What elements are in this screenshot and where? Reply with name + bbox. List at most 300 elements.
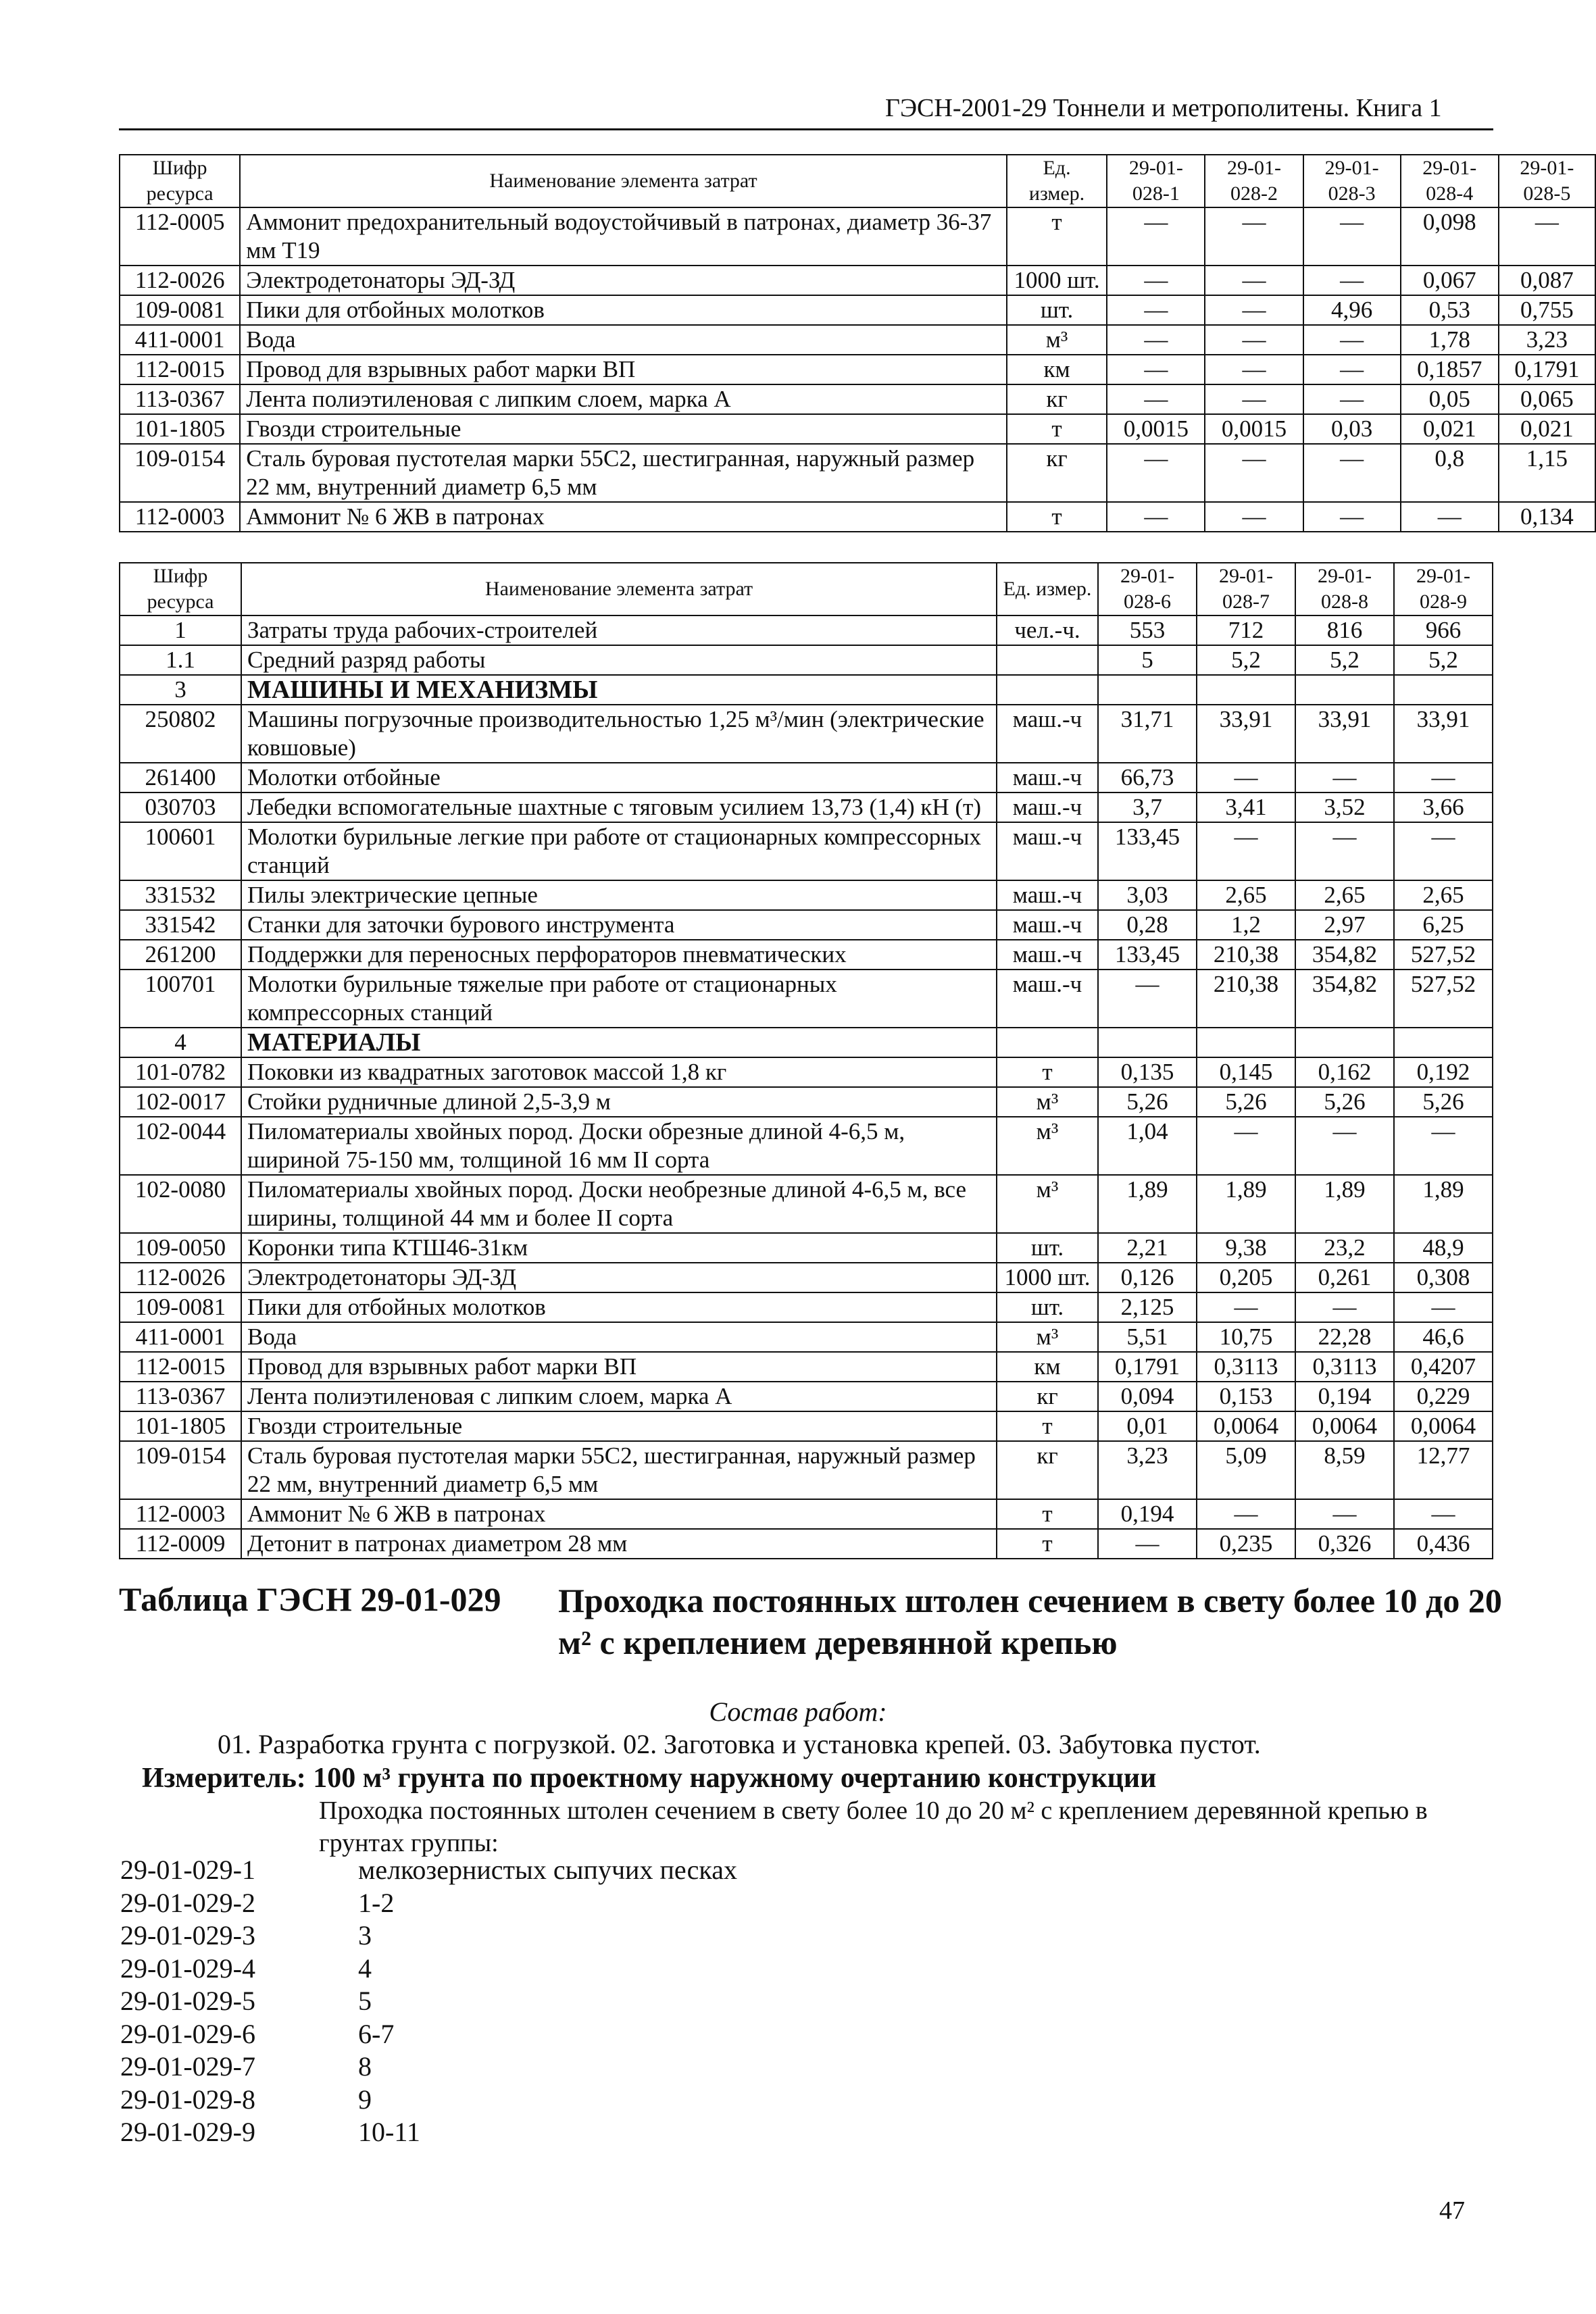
resource-name: Провод для взрывных работ марки ВП <box>241 1352 997 1382</box>
table-row <box>120 880 1493 910</box>
table-row <box>120 1175 1493 1233</box>
resource-code: 109-0154 <box>120 444 240 502</box>
norm-value: 0,229 <box>1394 1382 1493 1411</box>
resource-name: Пики для отбойных молотков <box>240 295 1007 325</box>
norm-value: — <box>1394 822 1493 880</box>
table-row <box>120 207 1595 266</box>
resource-code: 101-1805 <box>120 414 240 444</box>
table-title: Проходка постоянных штолен сечением в свету более 10 до 20 м² с креплением деревянной крепью <box>558 1582 1502 1661</box>
norm-value: 0,162 <box>1295 1057 1394 1087</box>
table-row <box>120 1233 1493 1263</box>
norm-value: — <box>1295 1117 1394 1175</box>
running-header: ГЭСН-2001-29 Тоннели и метрополитены. Книга 1 <box>885 94 1442 122</box>
norm-value: 553 <box>1098 615 1197 645</box>
norm-value: 0,194 <box>1098 1499 1197 1529</box>
resource-name: Молотки бурильные тяжелые при работе от стационарных компрессорных станций <box>241 970 997 1028</box>
table-header-row <box>120 563 1493 615</box>
norm-value: 5,2 <box>1197 645 1295 675</box>
norm-value: 5,26 <box>1098 1087 1197 1117</box>
table-label: Таблица ГЭСН 29-01-029 <box>119 1580 501 1618</box>
variant-description: 6-7 <box>358 2018 395 2049</box>
resource-unit: т <box>997 1529 1098 1559</box>
norm-value: 3,23 <box>1499 325 1595 355</box>
resource-name: Лебедки вспомогательные шахтные с тяговым усилием 13,73 (1,4) кН (т) <box>241 793 997 822</box>
resource-name: МАТЕРИАЛЫ <box>241 1028 997 1057</box>
norm-value: 33,91 <box>1295 705 1394 763</box>
resource-code: 112-0026 <box>120 266 240 295</box>
table-row <box>120 940 1493 970</box>
norm-value: 0,3113 <box>1295 1352 1394 1382</box>
norm-value: — <box>1197 1117 1295 1175</box>
table-row <box>120 266 1595 295</box>
table-row <box>120 1382 1493 1411</box>
norm-value: 1,04 <box>1098 1117 1197 1175</box>
norm-value: 0,1791 <box>1499 355 1595 384</box>
resource-name: Сталь буровая пустотелая марки 55С2, шестигранная, наружный размер 22 мм, внутренний диаметр 6,5 мм <box>241 1441 997 1499</box>
resource-name: Электродетонаторы ЭД-ЗД <box>240 266 1007 295</box>
norm-value: 0,145 <box>1197 1057 1295 1087</box>
norm-value: — <box>1205 502 1303 532</box>
resource-code: 101-1805 <box>120 1411 241 1441</box>
norm-value: 9,38 <box>1197 1233 1295 1263</box>
norm-value: 0,0064 <box>1197 1411 1295 1441</box>
resource-code: 109-0050 <box>120 1233 241 1263</box>
norm-value: — <box>1107 266 1205 295</box>
norm-value: — <box>1205 325 1303 355</box>
norm-value: 0,098 <box>1401 207 1499 266</box>
resource-code: 109-0081 <box>120 295 240 325</box>
resource-unit: кг <box>997 1441 1098 1499</box>
table-row <box>120 822 1493 880</box>
norm-value <box>1098 1028 1197 1057</box>
variant-row <box>120 1985 737 2018</box>
resource-unit: маш.-ч <box>997 970 1098 1028</box>
norm-value: — <box>1303 266 1401 295</box>
norm-value: 66,73 <box>1098 763 1197 793</box>
resource-code: 112-0003 <box>120 502 240 532</box>
column-header: Ед. измер. <box>1007 155 1107 207</box>
resource-name: Гвозди строительные <box>240 414 1007 444</box>
resource-code: 411-0001 <box>120 325 240 355</box>
column-header: 29-01-028-1 <box>1107 155 1205 207</box>
norm-value: 1,2 <box>1197 910 1295 940</box>
norm-value: 0,4207 <box>1394 1352 1493 1382</box>
resource-code: 331542 <box>120 910 241 940</box>
norm-value: 5,51 <box>1098 1322 1197 1352</box>
resource-name: Пилы электрические цепные <box>241 880 997 910</box>
norm-value: — <box>1205 355 1303 384</box>
variant-row <box>120 2116 737 2149</box>
section-row <box>120 1028 1493 1057</box>
norm-value: — <box>1107 502 1205 532</box>
variant-row <box>120 1953 737 1986</box>
norm-value: 0,0064 <box>1394 1411 1493 1441</box>
resource-unit: 1000 шт. <box>1007 266 1107 295</box>
norm-value: 816 <box>1295 615 1394 645</box>
norm-value: 3,41 <box>1197 793 1295 822</box>
table-row <box>120 414 1595 444</box>
norm-value: 0,153 <box>1197 1382 1295 1411</box>
norm-value: 1,89 <box>1295 1175 1394 1233</box>
norm-value: 33,91 <box>1197 705 1295 763</box>
table-row <box>120 1322 1493 1352</box>
norm-value: 0,067 <box>1401 266 1499 295</box>
table-row <box>120 705 1493 763</box>
norm-value: 2,65 <box>1197 880 1295 910</box>
table-row <box>120 763 1493 793</box>
resource-unit: км <box>997 1352 1098 1382</box>
resource-code: 102-0044 <box>120 1117 241 1175</box>
page-number: 47 <box>1439 2196 1465 2225</box>
column-header: 29-01-028-7 <box>1197 563 1295 615</box>
variant-description: мелкозернистых сыпучих песках <box>358 1855 737 1885</box>
variant-description: 1-2 <box>358 1887 395 1918</box>
resource-unit: шт. <box>997 1233 1098 1263</box>
table-row <box>120 1087 1493 1117</box>
resource-name: Средний разряд работы <box>241 645 997 675</box>
norm-value <box>1098 675 1197 705</box>
norm-value: 527,52 <box>1394 970 1493 1028</box>
resource-code: 250802 <box>120 705 241 763</box>
norm-value: 23,2 <box>1295 1233 1394 1263</box>
table-row <box>120 645 1493 675</box>
norm-value: 5,26 <box>1394 1087 1493 1117</box>
norm-value: 5,2 <box>1295 645 1394 675</box>
column-header: 29-01-028-9 <box>1394 563 1493 615</box>
column-header: 29-01-028-6 <box>1098 563 1197 615</box>
norm-value: 0,135 <box>1098 1057 1197 1087</box>
norm-value <box>1394 1028 1493 1057</box>
resource-name: Электродетонаторы ЭД-ЗД <box>241 1263 997 1292</box>
variant-description: 9 <box>358 2084 372 2115</box>
resource-name: Детонит в патронах диаметром 28 мм <box>241 1529 997 1559</box>
resource-name: Сталь буровая пустотелая марки 55С2, шестигранная, наружный размер 22 мм, внутренний диаметр 6,5 мм <box>240 444 1007 502</box>
resource-code: 112-0026 <box>120 1263 241 1292</box>
table-row <box>120 502 1595 532</box>
resource-unit: маш.-ч <box>997 940 1098 970</box>
norm-value: 133,45 <box>1098 822 1197 880</box>
norm-value: — <box>1205 207 1303 266</box>
norm-value: 2,97 <box>1295 910 1394 940</box>
resource-name: Гвозди строительные <box>241 1411 997 1441</box>
norm-value: 0,28 <box>1098 910 1197 940</box>
norm-value: — <box>1303 207 1401 266</box>
resource-code: 102-0080 <box>120 1175 241 1233</box>
norm-value: — <box>1107 384 1205 414</box>
resource-code: 261200 <box>120 940 241 970</box>
norm-value: — <box>1295 763 1394 793</box>
norm-value: 0,065 <box>1499 384 1595 414</box>
norm-value: — <box>1303 325 1401 355</box>
norm-value: 1,89 <box>1394 1175 1493 1233</box>
norm-value: 5,09 <box>1197 1441 1295 1499</box>
resource-name: Пики для отбойных молотков <box>241 1292 997 1322</box>
table-row <box>120 384 1595 414</box>
resource-code: 102-0017 <box>120 1087 241 1117</box>
resource-code: 1.1 <box>120 645 241 675</box>
resource-unit: маш.-ч <box>997 763 1098 793</box>
resource-unit: м³ <box>1007 325 1107 355</box>
resource-code: 113-0367 <box>120 384 240 414</box>
resource-table-028-6-9 <box>119 562 1493 1559</box>
norm-value: 0,53 <box>1401 295 1499 325</box>
norm-value: 2,21 <box>1098 1233 1197 1263</box>
variant-description: 5 <box>358 1986 372 2016</box>
norm-value: 0,01 <box>1098 1411 1197 1441</box>
norm-value: 5 <box>1098 645 1197 675</box>
norm-value: — <box>1401 502 1499 532</box>
resource-unit: т <box>1007 207 1107 266</box>
norm-value: 6,25 <box>1394 910 1493 940</box>
column-header: Наименование элемента затрат <box>241 563 997 615</box>
norm-value: — <box>1295 1292 1394 1322</box>
resource-unit: т <box>997 1411 1098 1441</box>
norm-value: 0,03 <box>1303 414 1401 444</box>
norm-value: 354,82 <box>1295 940 1394 970</box>
resource-name: Лента полиэтиленовая с липким слоем, марка А <box>241 1382 997 1411</box>
norm-value: 3,66 <box>1394 793 1493 822</box>
norm-value: 354,82 <box>1295 970 1394 1028</box>
resource-code: 112-0015 <box>120 1352 241 1382</box>
variant-row <box>120 1919 737 1953</box>
norm-value: 0,308 <box>1394 1263 1493 1292</box>
norm-value: 33,91 <box>1394 705 1493 763</box>
table-row <box>120 1441 1493 1499</box>
norm-value: 8,59 <box>1295 1441 1394 1499</box>
resource-code: 261400 <box>120 763 241 793</box>
norm-value: 2,65 <box>1295 880 1394 910</box>
resource-code: 4 <box>120 1028 241 1057</box>
norm-value: 3,7 <box>1098 793 1197 822</box>
resource-unit: 1000 шт. <box>997 1263 1098 1292</box>
norm-value: — <box>1205 295 1303 325</box>
resource-code: 101-0782 <box>120 1057 241 1087</box>
norm-value: 0,1791 <box>1098 1352 1197 1382</box>
resource-table-028-1-5 <box>119 154 1596 532</box>
resource-unit: т <box>1007 414 1107 444</box>
variant-description: 4 <box>358 1953 372 1984</box>
table-header-row <box>120 155 1595 207</box>
norm-value <box>1394 675 1493 705</box>
norm-value: 0,021 <box>1499 414 1595 444</box>
table-row <box>120 355 1595 384</box>
resource-code: 1 <box>120 615 241 645</box>
norm-value: 0,087 <box>1499 266 1595 295</box>
norm-value: 2,125 <box>1098 1292 1197 1322</box>
table-row <box>120 1352 1493 1382</box>
resource-name: Поддержки для переносных перфораторов пневматических <box>241 940 997 970</box>
norm-value: 210,38 <box>1197 940 1295 970</box>
resource-unit: м³ <box>997 1087 1098 1117</box>
norm-value: 0,0064 <box>1295 1411 1394 1441</box>
norm-value: 210,38 <box>1197 970 1295 1028</box>
norm-value: — <box>1303 384 1401 414</box>
norm-value: — <box>1098 970 1197 1028</box>
norm-value: 0,3113 <box>1197 1352 1295 1382</box>
norm-value: — <box>1197 1292 1295 1322</box>
norm-value <box>1295 675 1394 705</box>
norm-value: 1,15 <box>1499 444 1595 502</box>
resource-name: Пиломатериалы хвойных пород. Доски необрезные длиной 4-6,5 м, все ширины, толщиной 44 мм и более II сорта <box>241 1175 997 1233</box>
norm-value: 3,23 <box>1098 1441 1197 1499</box>
norm-value: — <box>1499 207 1595 266</box>
norm-value <box>1197 1028 1295 1057</box>
resource-name: Аммонит № 6 ЖВ в патронах <box>240 502 1007 532</box>
column-header: Ед. измер. <box>997 563 1098 615</box>
norm-value: — <box>1197 763 1295 793</box>
variant-code: 29-01-029-4 <box>120 1953 255 1984</box>
norm-value: — <box>1303 355 1401 384</box>
resource-name: Аммонит предохранительный водоустойчивый в патронах, диаметр 36-37 мм Т19 <box>240 207 1007 266</box>
norm-value: 0,126 <box>1098 1263 1197 1292</box>
norm-value: 0,021 <box>1401 414 1499 444</box>
resource-unit: км <box>1007 355 1107 384</box>
norm-value: — <box>1394 1292 1493 1322</box>
column-header: 29-01-028-5 <box>1499 155 1595 207</box>
norm-value: 4,96 <box>1303 295 1401 325</box>
resource-code: 112-0003 <box>120 1499 241 1529</box>
norm-value: 1,78 <box>1401 325 1499 355</box>
norm-value: 46,6 <box>1394 1322 1493 1352</box>
resource-name: Пиломатериалы хвойных пород. Доски обрезные длиной 4-6,5 м, шириной 75-150 мм, толщиной 16 мм II сорта <box>241 1117 997 1175</box>
resource-unit: маш.-ч <box>997 822 1098 880</box>
resource-name: Молотки отбойные <box>241 763 997 793</box>
norm-value: 0,0015 <box>1205 414 1303 444</box>
variant-description: 8 <box>358 2051 372 2082</box>
norm-value: 0,436 <box>1394 1529 1493 1559</box>
norm-value: 0,235 <box>1197 1529 1295 1559</box>
resource-unit: кг <box>1007 384 1107 414</box>
norm-value: 0,326 <box>1295 1529 1394 1559</box>
table-row <box>120 1263 1493 1292</box>
norm-value: 31,71 <box>1098 705 1197 763</box>
resource-unit: маш.-ч <box>997 705 1098 763</box>
resource-code: 112-0005 <box>120 207 240 266</box>
header-rule <box>119 128 1493 130</box>
norm-value: — <box>1205 266 1303 295</box>
resource-code: 109-0154 <box>120 1441 241 1499</box>
norm-value: 0,134 <box>1499 502 1595 532</box>
resource-name: Аммонит № 6 ЖВ в патронах <box>241 1499 997 1529</box>
variant-code: 29-01-029-9 <box>120 2117 255 2147</box>
resource-unit: кг <box>1007 444 1107 502</box>
resource-name: Молотки бурильные легкие при работе от стационарных компрессорных станций <box>241 822 997 880</box>
column-header: 29-01-028-2 <box>1205 155 1303 207</box>
table-row <box>120 1529 1493 1559</box>
norm-value <box>1197 675 1295 705</box>
resource-unit: т <box>997 1057 1098 1087</box>
norm-value: — <box>1295 822 1394 880</box>
resource-name: МАШИНЫ И МЕХАНИЗМЫ <box>241 675 997 705</box>
norm-value: 966 <box>1394 615 1493 645</box>
resource-unit <box>997 1028 1098 1057</box>
resource-code: 331532 <box>120 880 241 910</box>
variant-row <box>120 1854 737 1887</box>
variant-row <box>120 2084 737 2117</box>
table-row <box>120 1117 1493 1175</box>
resource-code: 109-0081 <box>120 1292 241 1322</box>
norm-value: 0,192 <box>1394 1057 1493 1087</box>
resource-unit: маш.-ч <box>997 793 1098 822</box>
variant-code: 29-01-029-2 <box>120 1887 255 1918</box>
norm-value: — <box>1197 822 1295 880</box>
norm-value: 527,52 <box>1394 940 1493 970</box>
resource-code: 411-0001 <box>120 1322 241 1352</box>
norm-value: — <box>1295 1499 1394 1529</box>
norm-value: 0,261 <box>1295 1263 1394 1292</box>
norm-value: — <box>1394 1117 1493 1175</box>
resource-name: Стойки рудничные длиной 2,5-3,9 м <box>241 1087 997 1117</box>
table-row <box>120 615 1493 645</box>
resource-unit: маш.-ч <box>997 880 1098 910</box>
norm-value: 10,75 <box>1197 1322 1295 1352</box>
table-row <box>120 295 1595 325</box>
norm-value: 0,755 <box>1499 295 1595 325</box>
measure-unit: Измеритель: 100 м³ грунта по проектному наружному очертанию конструкции <box>142 1763 1157 1794</box>
norm-value: 12,77 <box>1394 1441 1493 1499</box>
norm-value: 3,52 <box>1295 793 1394 822</box>
resource-unit: чел.-ч. <box>997 615 1098 645</box>
variant-row <box>120 2018 737 2051</box>
resource-name: Коронки типа КТШ46-31км <box>241 1233 997 1263</box>
table-row <box>120 910 1493 940</box>
norm-value: 0,205 <box>1197 1263 1295 1292</box>
norm-value: — <box>1107 295 1205 325</box>
resource-name: Лента полиэтиленовая с липким слоем, марка А <box>240 384 1007 414</box>
resource-name: Вода <box>240 325 1007 355</box>
norm-value: 0,194 <box>1295 1382 1394 1411</box>
column-header: Шифр ресурса <box>120 155 240 207</box>
norm-value: 1,89 <box>1098 1175 1197 1233</box>
norm-value: 0,8 <box>1401 444 1499 502</box>
norm-value: 48,9 <box>1394 1233 1493 1263</box>
norm-value: 5,26 <box>1295 1087 1394 1117</box>
resource-code: 100701 <box>120 970 241 1028</box>
norm-value: — <box>1197 1499 1295 1529</box>
norm-value: 5,26 <box>1197 1087 1295 1117</box>
norm-value: — <box>1107 355 1205 384</box>
norm-value: — <box>1107 207 1205 266</box>
norm-value <box>1295 1028 1394 1057</box>
column-header: Шифр ресурса <box>120 563 241 615</box>
norm-value: 1,89 <box>1197 1175 1295 1233</box>
resource-code: 112-0009 <box>120 1529 241 1559</box>
norm-value: 0,094 <box>1098 1382 1197 1411</box>
norm-value: 3,03 <box>1098 880 1197 910</box>
norm-value: 2,65 <box>1394 880 1493 910</box>
composition-heading: Состав работ: <box>709 1696 887 1727</box>
norm-value: 5,2 <box>1394 645 1493 675</box>
resource-code: 112-0015 <box>120 355 240 384</box>
variant-description: 3 <box>358 1920 372 1951</box>
variant-code: 29-01-029-5 <box>120 1986 255 2016</box>
resource-unit <box>997 675 1098 705</box>
variant-code: 29-01-029-1 <box>120 1855 255 1885</box>
table-row <box>120 1057 1493 1087</box>
resource-unit: м³ <box>997 1117 1098 1175</box>
norm-value: — <box>1107 325 1205 355</box>
variant-code: 29-01-029-8 <box>120 2084 255 2115</box>
norm-value: — <box>1394 763 1493 793</box>
resource-code: 3 <box>120 675 241 705</box>
variant-description: 10-11 <box>358 2117 420 2147</box>
resource-name: Машины погрузочные производительностью 1,25 м³/мин (электрические ковшовые) <box>241 705 997 763</box>
table-row <box>120 444 1595 502</box>
column-header: 29-01-028-8 <box>1295 563 1394 615</box>
column-header: 29-01-028-3 <box>1303 155 1401 207</box>
variant-row <box>120 2051 737 2084</box>
column-header: 29-01-028-4 <box>1401 155 1499 207</box>
